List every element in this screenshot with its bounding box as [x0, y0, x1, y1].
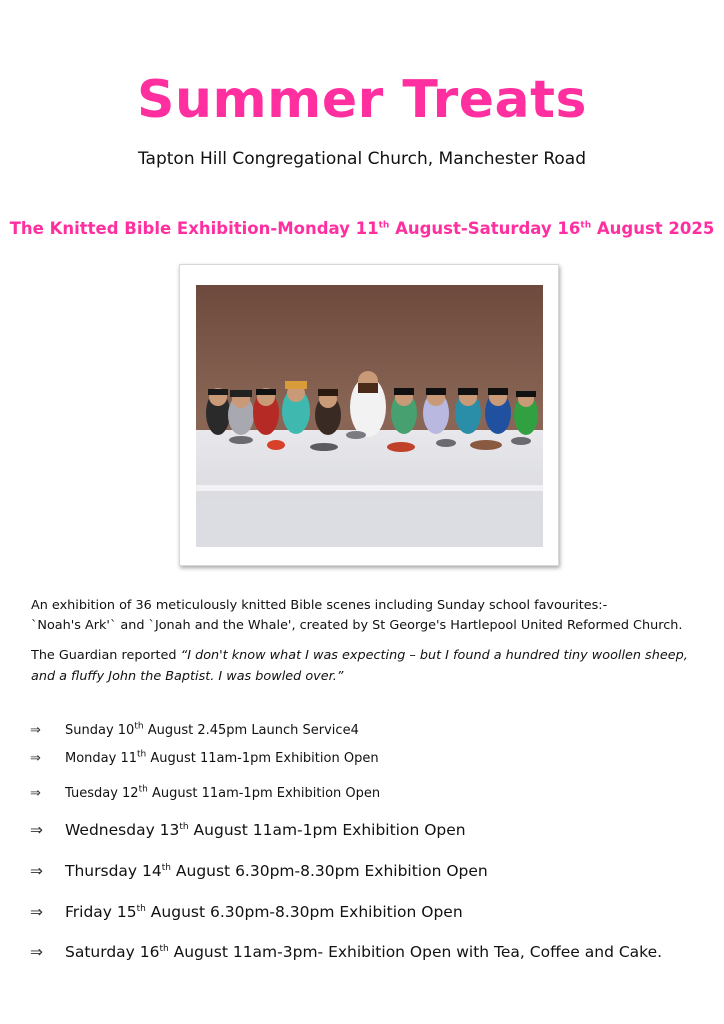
- event-day: Monday 11: [65, 751, 137, 766]
- exhibition-heading: [0, 219, 724, 238]
- intro-paragraph: [31, 596, 701, 636]
- event-day: Saturday 16: [65, 943, 160, 961]
- exhibition-part2: August-Saturday 16: [389, 219, 581, 238]
- quote-text: “I don't know what I was expecting – but I found a hundred tiny woollen sheep, and a fluffy John the Baptist. I was bowled over.”: [31, 648, 688, 684]
- arrow-icon: ⇒: [30, 723, 41, 738]
- event-sup: th: [159, 943, 169, 954]
- event-sup: th: [161, 862, 171, 873]
- exhibition-part3: August 2025: [591, 219, 715, 238]
- church-subtitle: Tapton Hill Congregational Church, Manchester Road: [137, 149, 587, 169]
- event-day: Tuesday 12: [65, 786, 139, 801]
- quote-prefix: The Guardian reported: [31, 648, 181, 663]
- last-supper-photo: [196, 285, 543, 547]
- event-sup: th: [137, 749, 147, 760]
- intro-line1: An exhibition of 36 meticulously knitted Bible scenes including Sunday school favourites:-: [31, 598, 608, 613]
- event-rest: August 11am-1pm Exhibition Open: [147, 786, 381, 801]
- event-rest: August 6.30pm-8.30pm Exhibition Open: [145, 903, 463, 921]
- arrow-icon: ⇒: [30, 903, 43, 921]
- event-sup: th: [134, 721, 144, 732]
- guardian-quote: [31, 645, 701, 687]
- photo-frame: [179, 264, 559, 566]
- event-rest: August 11am-1pm Exhibition Open: [146, 751, 379, 766]
- event-day: Sunday 10: [65, 723, 135, 738]
- event-day: Thursday 14: [65, 862, 162, 880]
- event-sup: th: [136, 903, 146, 914]
- exhibition-part1: The Knitted Bible Exhibition-Monday 11: [9, 219, 379, 238]
- exhibition-sup2: th: [580, 220, 592, 231]
- arrow-icon: ⇒: [30, 751, 41, 766]
- event-rest: August 11am-3pm- Exhibition Open with Tea, Coffee and Cake.: [168, 943, 663, 961]
- exhibition-sup1: th: [378, 220, 390, 231]
- arrow-icon: ⇒: [30, 943, 43, 961]
- event-rest: August 6.30pm-8.30pm Exhibition Open: [170, 862, 488, 880]
- event-day: Wednesday 13: [65, 821, 180, 839]
- event-sup: th: [179, 821, 189, 832]
- intro-line2: `Noah's Ark'` and `Jonah and the Whale', created by St George's Hartlepool United Reformed Church.: [31, 618, 683, 633]
- page-title: Summer Treats: [137, 70, 587, 130]
- arrow-icon: ⇒: [30, 786, 41, 801]
- arrow-icon: ⇒: [30, 821, 43, 839]
- event-sup: th: [138, 784, 148, 795]
- arrow-icon: ⇒: [30, 862, 43, 880]
- event-rest: August 2.45pm Launch Service4: [143, 723, 359, 738]
- event-day: Friday 15: [65, 903, 137, 921]
- event-rest: August 11am-1pm Exhibition Open: [188, 821, 466, 839]
